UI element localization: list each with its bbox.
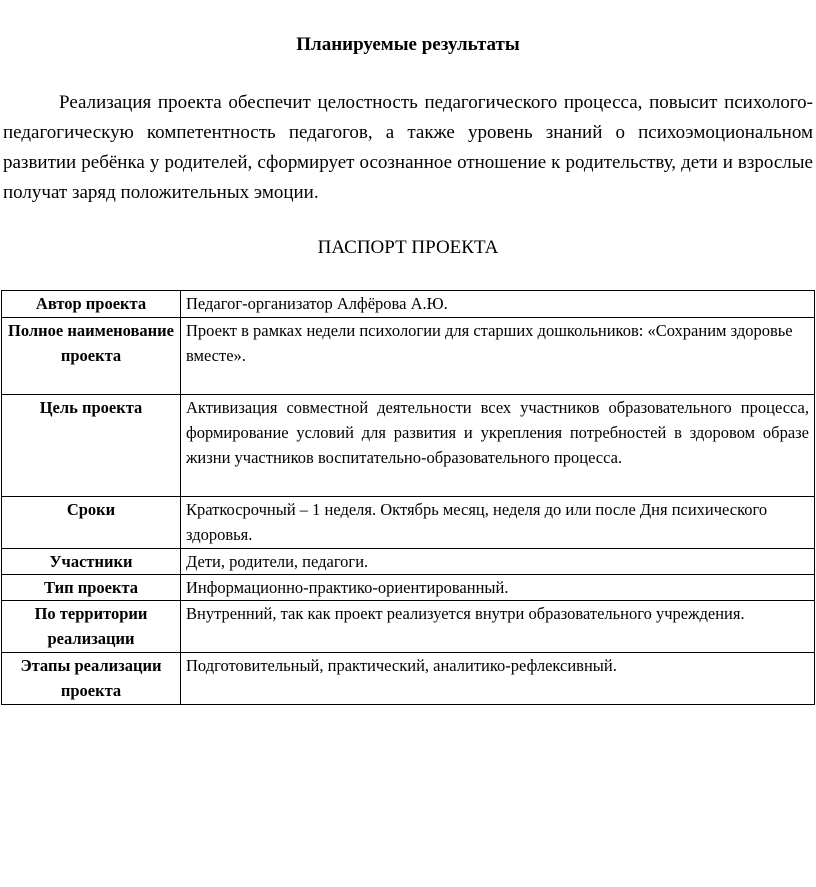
- intro-paragraph: Реализация проекта обеспечит целостность педагогического процесса, повысит психолого- педагогическую компетентность педагогов, а также уровень знаний о психоэмоциональном развитии ребёнка у родителей, сформирует осознанное отношение к родительству, дети и взрослые получат заряд положительных эмоции.: [3, 92, 813, 203]
- row-label: Участники: [2, 549, 181, 575]
- table-row: [2, 497, 815, 549]
- table-row: [2, 575, 815, 601]
- passport-table: [1, 290, 815, 705]
- row-value: Внутренний, так как проект реализуется внутри образовательного учреждения.: [181, 601, 815, 653]
- row-label: Тип проекта: [2, 575, 181, 601]
- row-label: Полное наименование проекта: [2, 318, 181, 395]
- section-heading: Планируемые результаты: [296, 34, 520, 55]
- row-value: Педагог-организатор Алфёрова А.Ю.: [181, 291, 815, 318]
- table-row: [2, 601, 815, 653]
- row-value: Краткосрочный – 1 неделя. Октябрь месяц, неделя до или после Дня психического здоровья.: [181, 497, 815, 549]
- row-value: Подготовительный, практический, аналитико-рефлексивный.: [181, 653, 815, 705]
- table-row: [2, 653, 815, 705]
- table-row: [2, 395, 815, 497]
- row-label: Цель проекта: [2, 395, 181, 497]
- table-row: [2, 318, 815, 395]
- table-row: [2, 549, 815, 575]
- row-label: По территории реализации: [2, 601, 181, 653]
- row-value: Информационно-практико-ориентированный.: [181, 575, 815, 601]
- row-value: Активизация совместной деятельности всех участников образовательного процесса, формирование условий для развития и укрепления потребностей в здоровом образе жизни участников воспитательно-образовательного процесса.: [181, 395, 815, 497]
- row-label: Этапы реализации проекта: [2, 653, 181, 705]
- row-label: Автор проекта: [2, 291, 181, 318]
- row-value: Дети, родители, педагоги.: [181, 549, 815, 575]
- row-value: Проект в рамках недели психологии для старших дошкольников: «Сохраним здоровье вместе».: [181, 318, 815, 395]
- passport-title: ПАСПОРТ ПРОЕКТА: [317, 237, 499, 258]
- row-label: Сроки: [2, 497, 181, 549]
- table-row: [2, 291, 815, 318]
